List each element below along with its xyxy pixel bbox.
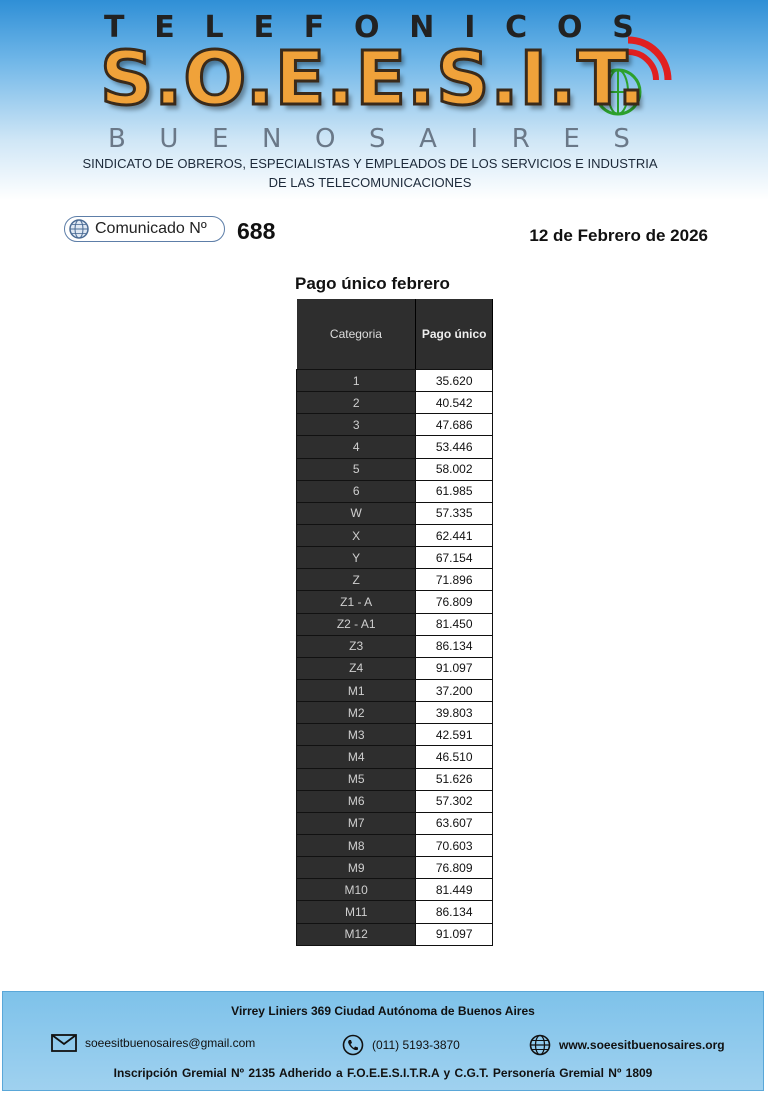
category-cell: M4 (297, 746, 416, 768)
category-cell: Z4 (297, 657, 416, 679)
category-cell: 3 (297, 414, 416, 436)
category-cell: M10 (297, 879, 416, 901)
logo-sub-letter: R (511, 124, 530, 154)
footer (2, 991, 764, 1091)
amount-cell: 40.542 (416, 392, 493, 414)
footer-legal: Inscripción Gremial Nº 2135 Adherido a F.O.E.E.S.I.T.R.A y C.G.T. Personería Gremial Nº 1809 (113, 1066, 653, 1080)
table-row (297, 746, 493, 768)
phone-icon (342, 1034, 364, 1056)
table-row (297, 879, 493, 901)
table-row (297, 370, 493, 392)
amount-cell: 61.985 (416, 480, 493, 502)
category-cell: 1 (297, 370, 416, 392)
logo-sub-letter: A (419, 124, 437, 154)
logo-top-letter: S (612, 10, 634, 45)
logo-sub-letter: E (212, 124, 229, 154)
category-cell: W (297, 502, 416, 524)
logo-top-letter: C (505, 10, 528, 45)
table-header-row (297, 299, 493, 369)
amount-cell: 76.809 (416, 591, 493, 613)
amount-cell: 58.002 (416, 458, 493, 480)
logo-top-letter: E (253, 10, 274, 45)
table-row (297, 679, 493, 701)
logo-top-letter: T (104, 10, 125, 45)
table-row (297, 547, 493, 569)
category-cell: Y (297, 547, 416, 569)
amount-cell: 47.686 (416, 414, 493, 436)
table-row (297, 724, 493, 746)
logo-sub-letter: N (262, 124, 282, 154)
logo-top-letter: N (409, 10, 435, 45)
category-cell: M6 (297, 790, 416, 812)
amount-cell: 57.302 (416, 790, 493, 812)
comunicado-number: 688 (237, 218, 276, 244)
amount-cell: 37.200 (416, 679, 493, 701)
logo-sub-letter: I (470, 124, 479, 154)
footer-website-text: www.soeesitbuenosaires.org (559, 1038, 725, 1052)
category-cell: Z2 - A1 (297, 613, 416, 635)
table-row (297, 591, 493, 613)
table-row (297, 923, 493, 945)
category-cell: 5 (297, 458, 416, 480)
table-row (297, 857, 493, 879)
footer-website[interactable] (529, 1034, 725, 1056)
amount-cell: 70.603 (416, 834, 493, 856)
column-header-pago-unico: Pago único (416, 299, 493, 369)
union-name-line2: DE LAS TELECOMUNICACIONES (268, 175, 472, 190)
amount-cell: 57.335 (416, 502, 493, 524)
footer-email[interactable] (51, 1034, 255, 1052)
category-cell: M2 (297, 702, 416, 724)
table-title: Pago único febrero (295, 274, 450, 293)
column-header-categoria: Categoria (297, 299, 416, 369)
amount-cell: 51.626 (416, 768, 493, 790)
logo-sub-letter: S (613, 124, 630, 154)
payment-table (296, 299, 493, 946)
logo-top-letter: E (154, 10, 175, 45)
category-cell: M9 (297, 857, 416, 879)
union-name-line1: SINDICATO DE OBREROS, ESPECIALISTAS Y EMPLEADOS DE LOS SERVICIOS E INDUSTRIA (82, 156, 658, 171)
category-cell: 6 (297, 480, 416, 502)
category-cell: Z1 - A (297, 591, 416, 613)
category-cell: M7 (297, 812, 416, 834)
union-name (0, 154, 740, 192)
table-row (297, 613, 493, 635)
logo-top-letter: I (464, 10, 476, 45)
category-cell: M11 (297, 901, 416, 923)
table-row (297, 635, 493, 657)
amount-cell: 67.154 (416, 547, 493, 569)
table-row (297, 436, 493, 458)
amount-cell: 86.134 (416, 635, 493, 657)
comunicado-badge (64, 216, 225, 242)
table-row (297, 458, 493, 480)
logo-top-letter: O (556, 10, 583, 45)
amount-cell: 63.607 (416, 812, 493, 834)
comunicado-label: Comunicado Nº (95, 220, 207, 237)
footer-phone-text: (011) 5193-3870 (372, 1038, 460, 1052)
amount-cell: 53.446 (416, 436, 493, 458)
amount-cell: 46.510 (416, 746, 493, 768)
category-cell: M8 (297, 834, 416, 856)
logo-sub-text (108, 124, 630, 154)
category-cell: Z3 (297, 635, 416, 657)
amount-cell: 91.097 (416, 923, 493, 945)
amount-cell: 35.620 (416, 370, 493, 392)
table-row (297, 480, 493, 502)
amount-cell: 86.134 (416, 901, 493, 923)
table-row (297, 414, 493, 436)
amount-cell: 39.803 (416, 702, 493, 724)
category-cell: M1 (297, 679, 416, 701)
footer-phone[interactable] (342, 1034, 460, 1056)
comunicado-date: 12 de Febrero de 2026 (529, 226, 708, 245)
logo-sub-letter: B (108, 124, 126, 154)
amount-cell: 91.097 (416, 657, 493, 679)
amount-cell: 81.449 (416, 879, 493, 901)
table-row (297, 502, 493, 524)
amount-cell: 81.450 (416, 613, 493, 635)
footer-address: Virrey Liniers 369 Ciudad Autónoma de Buenos Aires (231, 1004, 535, 1018)
category-cell: 2 (297, 392, 416, 414)
table-row (297, 768, 493, 790)
amount-cell: 42.591 (416, 724, 493, 746)
footer-email-text: soeesitbuenosaires@gmail.com (85, 1036, 256, 1050)
table-row (297, 790, 493, 812)
table-row (297, 812, 493, 834)
amount-cell: 62.441 (416, 524, 493, 546)
logo-top-letter: O (354, 10, 380, 45)
category-cell: M5 (297, 768, 416, 790)
table-row (297, 702, 493, 724)
category-cell: X (297, 524, 416, 546)
table-row (297, 524, 493, 546)
table-row (297, 569, 493, 591)
category-cell: M3 (297, 724, 416, 746)
table-row (297, 392, 493, 414)
logo-sub-letter: S (369, 124, 386, 154)
table-row (297, 901, 493, 923)
logo-top-letter: L (204, 10, 224, 45)
table-row (297, 657, 493, 679)
logo-top-letter: F (303, 10, 325, 45)
globe-icon (68, 218, 90, 240)
logo-main-text: S.O.E.E.S.I.T. (100, 36, 647, 122)
category-cell: Z (297, 569, 416, 591)
amount-cell: 76.809 (416, 857, 493, 879)
amount-cell: 71.896 (416, 569, 493, 591)
envelope-icon (51, 1034, 77, 1052)
table-row (297, 834, 493, 856)
logo-sub-letter: U (159, 124, 179, 154)
logo-sub-letter: O (315, 124, 336, 154)
category-cell: M12 (297, 923, 416, 945)
category-cell: 4 (297, 436, 416, 458)
logo-sub-letter: E (563, 124, 580, 154)
globe-web-icon (529, 1034, 551, 1056)
